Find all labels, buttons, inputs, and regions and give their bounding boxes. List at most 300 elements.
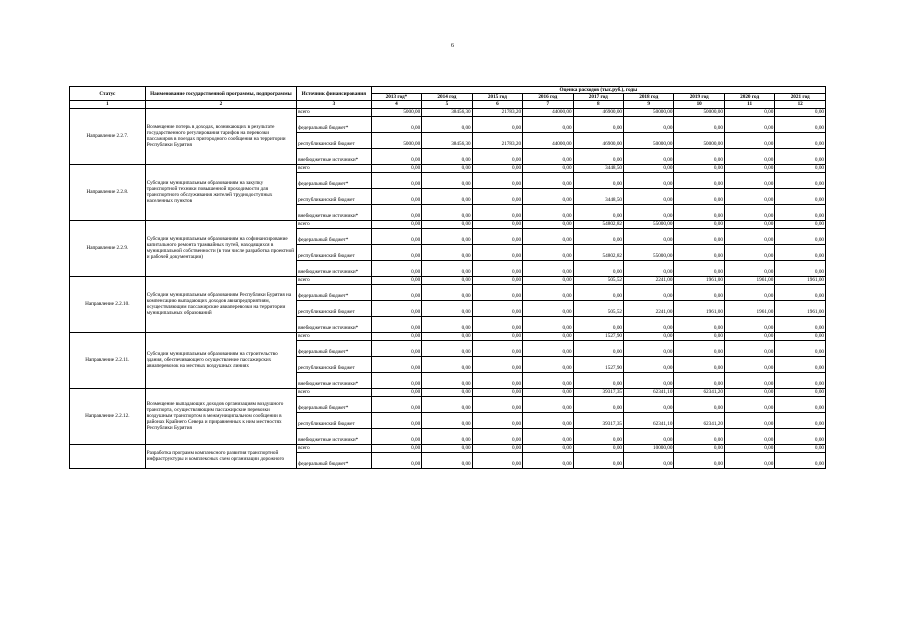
column-number: 2: [145, 101, 296, 108]
amount-cell: 0,00: [371, 172, 421, 188]
amount-cell: 0,00: [422, 332, 472, 340]
amount-cell: 54802,82: [573, 244, 623, 260]
amount-cell: 50000,00: [674, 108, 724, 116]
amount-cell: 0,00: [775, 444, 826, 452]
amount-cell: 0,00: [472, 340, 522, 356]
amount-cell: 0,00: [523, 332, 573, 340]
amount-cell: 0,00: [573, 444, 623, 452]
amount-cell: 0,00: [422, 412, 472, 428]
amount-cell: 0,00: [674, 204, 724, 220]
funding-source: всего: [297, 108, 372, 116]
program-name: Возмещение потерь в доходах, возникающих в результате государственного регулирования тарифов на перевозки пассажиров в поездах пригородного сообщения на территории Республики Бурятия: [145, 108, 296, 164]
amount-cell: 0,00: [371, 300, 421, 316]
direction-status: Направление 2.2.7.: [70, 108, 146, 164]
amount-cell: 0,00: [724, 452, 774, 468]
amount-cell: 0,00: [371, 228, 421, 244]
amount-cell: 0,00: [674, 116, 724, 132]
amount-cell: 0,00: [371, 412, 421, 428]
table-row: [70, 444, 826, 452]
amount-cell: 0,00: [674, 172, 724, 188]
amount-cell: 0,00: [573, 372, 623, 388]
amount-cell: 0,00: [422, 204, 472, 220]
amount-cell: 0,00: [724, 444, 774, 452]
amount-cell: 0,00: [624, 260, 674, 276]
amount-cell: 0,00: [724, 172, 774, 188]
table-row: [70, 332, 826, 340]
amount-cell: 0,00: [624, 284, 674, 300]
table-row: [70, 388, 826, 396]
amount-cell: 0,00: [775, 452, 826, 468]
amount-cell: 0,00: [371, 372, 421, 388]
amount-cell: 0,00: [624, 428, 674, 444]
amount-cell: 0,00: [523, 284, 573, 300]
header-row: [70, 87, 826, 94]
table-row: [70, 220, 826, 228]
amount-cell: 0,00: [523, 428, 573, 444]
amount-cell: 0,00: [775, 412, 826, 428]
funding-source: республиканский бюджет: [297, 244, 372, 260]
amount-cell: 55000,00: [624, 244, 674, 260]
program-name: Субсидии муниципальным образованиям на закупку транспортной техники повышенной проходимости для транспортного обслуживания жителей труднодоступных населенных пунктов: [145, 164, 296, 220]
amount-cell: 0,00: [523, 316, 573, 332]
amount-cell: 0,00: [674, 220, 724, 228]
amount-cell: 0,00: [573, 340, 623, 356]
column-number: 1: [70, 101, 146, 108]
direction-status: Направление 2.2.11.: [70, 332, 146, 388]
amount-cell: 0,00: [624, 148, 674, 164]
funding-source: всего: [297, 332, 372, 340]
amount-cell: 0,00: [624, 396, 674, 412]
amount-cell: 0,00: [371, 164, 421, 172]
funding-source: федеральный бюджет*: [297, 172, 372, 188]
amount-cell: 0,00: [573, 148, 623, 164]
header-program: Наименование государственной программы, подпрограммы: [145, 87, 296, 101]
amount-cell: 2241,00: [624, 300, 674, 316]
amount-cell: 0,00: [523, 340, 573, 356]
program-name: Возмещение выпадающих доходов организациям воздушного транспорта, осуществляющим пассажирские перевозки воздушным транспортом в межмуниципальном сообщении в районах Крайнего Севера и приравненных к ним местностях Республики Бурятия: [145, 388, 296, 444]
amount-cell: 0,00: [674, 356, 724, 372]
direction-status: Направление 2.2.12.: [70, 388, 146, 444]
amount-cell: 44000,00: [523, 108, 573, 116]
amount-cell: 0,00: [674, 396, 724, 412]
amount-cell: 0,00: [775, 228, 826, 244]
funding-source: внебюджетные источники*: [297, 204, 372, 220]
amount-cell: 0,00: [371, 220, 421, 228]
amount-cell: 0,00: [775, 332, 826, 340]
table-row: [70, 276, 826, 284]
year-header: 2017 год: [573, 94, 623, 101]
amount-cell: 0,00: [775, 244, 826, 260]
amount-cell: 0,00: [775, 396, 826, 412]
amount-cell: 0,00: [724, 412, 774, 428]
amount-cell: 1961,00: [674, 300, 724, 316]
amount-cell: 0,00: [472, 412, 522, 428]
amount-cell: 0,00: [523, 396, 573, 412]
column-number: 12: [775, 101, 826, 108]
header-status: Статус: [70, 87, 146, 101]
amount-cell: 0,00: [674, 148, 724, 164]
amount-cell: 0,00: [724, 164, 774, 172]
amount-cell: 0,00: [422, 260, 472, 276]
amount-cell: 0,00: [573, 116, 623, 132]
amount-cell: 0,00: [422, 148, 472, 164]
amount-cell: 0,00: [624, 316, 674, 332]
amount-cell: 505,52: [573, 300, 623, 316]
amount-cell: 0,00: [523, 204, 573, 220]
amount-cell: 0,00: [371, 148, 421, 164]
amount-cell: 0,00: [422, 164, 472, 172]
amount-cell: 0,00: [523, 356, 573, 372]
amount-cell: 3448,50: [573, 188, 623, 204]
funding-source: всего: [297, 276, 372, 284]
amount-cell: 0,00: [371, 356, 421, 372]
amount-cell: 0,00: [573, 284, 623, 300]
column-number: 5: [422, 101, 472, 108]
amount-cell: 0,00: [674, 228, 724, 244]
amount-cell: 62341,10: [624, 412, 674, 428]
amount-cell: 0,00: [573, 452, 623, 468]
amount-cell: 0,00: [422, 388, 472, 396]
direction-status: Направление 2.2.8.: [70, 164, 146, 220]
amount-cell: 0,00: [624, 204, 674, 220]
amount-cell: 0,00: [371, 276, 421, 284]
amount-cell: 0,00: [472, 116, 522, 132]
amount-cell: 0,00: [674, 428, 724, 444]
amount-cell: 0,00: [674, 452, 724, 468]
year-header: 2021 год: [775, 94, 826, 101]
amount-cell: 0,00: [523, 372, 573, 388]
amount-cell: 0,00: [472, 172, 522, 188]
year-header: 2013 год*: [371, 94, 421, 101]
funding-source: всего: [297, 164, 372, 172]
amount-cell: 3448,50: [573, 164, 623, 172]
amount-cell: 5000,00: [371, 132, 421, 148]
amount-cell: 0,00: [724, 220, 774, 228]
amount-cell: 0,00: [422, 316, 472, 332]
program-name: Субсидии муниципальным образованиям на софинансирование капитального ремонта трамвайных путей, находящихся в муниципальной собственности (в том числе разработка проектной и рабочей документации): [145, 220, 296, 276]
amount-cell: 21783,20: [472, 108, 522, 116]
funding-source: федеральный бюджет*: [297, 116, 372, 132]
amount-cell: 0,00: [724, 148, 774, 164]
amount-cell: 0,00: [472, 452, 522, 468]
amount-cell: 0,00: [523, 412, 573, 428]
page-number: 6: [451, 43, 454, 49]
funding-source: республиканский бюджет: [297, 132, 372, 148]
amount-cell: 0,00: [472, 356, 522, 372]
amount-cell: 1961,00: [775, 300, 826, 316]
year-header: 2018 год: [624, 94, 674, 101]
amount-cell: 0,00: [523, 172, 573, 188]
amount-cell: 0,00: [523, 116, 573, 132]
amount-cell: 0,00: [775, 260, 826, 276]
amount-cell: 0,00: [472, 396, 522, 412]
amount-cell: 0,00: [472, 204, 522, 220]
amount-cell: 0,00: [724, 332, 774, 340]
amount-cell: 0,00: [573, 428, 623, 444]
amount-cell: 0,00: [624, 164, 674, 172]
amount-cell: 0,00: [724, 396, 774, 412]
amount-cell: 0,00: [472, 444, 522, 452]
amount-cell: 0,00: [371, 396, 421, 412]
year-header: 2020 год: [724, 94, 774, 101]
amount-cell: 0,00: [775, 204, 826, 220]
amount-cell: 0,00: [523, 148, 573, 164]
column-number: 8: [573, 101, 623, 108]
funding-source: федеральный бюджет*: [297, 396, 372, 412]
amount-cell: 0,00: [573, 204, 623, 220]
amount-cell: 0,00: [775, 316, 826, 332]
amount-cell: 39317,35: [573, 412, 623, 428]
funding-source: всего: [297, 388, 372, 396]
funding-source: внебюджетные источники*: [297, 428, 372, 444]
amount-cell: 0,00: [523, 388, 573, 396]
column-numbers-row: [70, 101, 826, 108]
direction-status: [70, 444, 146, 468]
funding-source: внебюджетные источники*: [297, 372, 372, 388]
amount-cell: 0,00: [523, 276, 573, 284]
amount-cell: 0,00: [523, 300, 573, 316]
header-estimate: Оценка расходов (тыс.руб.), годы: [371, 87, 825, 94]
amount-cell: 0,00: [422, 300, 472, 316]
amount-cell: 0,00: [371, 284, 421, 300]
column-number: 11: [724, 101, 774, 108]
amount-cell: 0,00: [775, 188, 826, 204]
funding-source: внебюджетные источники*: [297, 148, 372, 164]
amount-cell: 0,00: [724, 284, 774, 300]
amount-cell: 0,00: [472, 428, 522, 444]
amount-cell: 38456,30: [422, 108, 472, 116]
amount-cell: 0,00: [422, 444, 472, 452]
amount-cell: 0,00: [422, 244, 472, 260]
amount-cell: 1961,00: [724, 276, 774, 284]
amount-cell: 0,00: [775, 356, 826, 372]
amount-cell: 0,00: [724, 188, 774, 204]
funding-source: всего: [297, 444, 372, 452]
amount-cell: 0,00: [472, 188, 522, 204]
amount-cell: 0,00: [724, 116, 774, 132]
amount-cell: 1527,90: [573, 356, 623, 372]
amount-cell: 1961,00: [775, 276, 826, 284]
funding-source: внебюджетные источники*: [297, 260, 372, 276]
amount-cell: 62341,20: [674, 388, 724, 396]
amount-cell: 0,00: [523, 452, 573, 468]
amount-cell: 0,00: [422, 452, 472, 468]
amount-cell: 0,00: [724, 260, 774, 276]
amount-cell: 0,00: [674, 444, 724, 452]
amount-cell: 0,00: [724, 108, 774, 116]
amount-cell: 0,00: [775, 340, 826, 356]
amount-cell: 0,00: [775, 372, 826, 388]
program-name: Субсидии муниципальным образованиям Республики Бурятия на компенсацию выпадающих доходов авиапредприятиям, осуществляющим пассажирские авиаперевозки на территории муниципальных образований: [145, 276, 296, 332]
amount-cell: 0,00: [371, 428, 421, 444]
amount-cell: 0,00: [724, 428, 774, 444]
amount-cell: 39317,35: [573, 388, 623, 396]
amount-cell: 0,00: [624, 116, 674, 132]
amount-cell: 0,00: [724, 372, 774, 388]
amount-cell: 1961,00: [674, 276, 724, 284]
column-number: 6: [472, 101, 522, 108]
amount-cell: 50000,00: [624, 132, 674, 148]
year-header: 2015 год: [472, 94, 522, 101]
amount-cell: 0,00: [371, 244, 421, 260]
year-header: 2019 год: [674, 94, 724, 101]
amount-cell: 0,00: [775, 428, 826, 444]
amount-cell: 0,00: [472, 260, 522, 276]
amount-cell: 0,00: [674, 332, 724, 340]
table-body: [70, 108, 826, 468]
amount-cell: 21783,20: [472, 132, 522, 148]
table-row: [70, 108, 826, 116]
amount-cell: 0,00: [422, 228, 472, 244]
table-row: [70, 164, 826, 172]
funding-source: республиканский бюджет: [297, 188, 372, 204]
amount-cell: 0,00: [724, 244, 774, 260]
amount-cell: 0,00: [472, 284, 522, 300]
amount-cell: 1961,00: [724, 300, 774, 316]
amount-cell: 0,00: [674, 340, 724, 356]
amount-cell: 0,00: [775, 116, 826, 132]
amount-cell: 0,00: [624, 188, 674, 204]
amount-cell: 0,00: [371, 388, 421, 396]
funding-source: федеральный бюджет*: [297, 340, 372, 356]
amount-cell: 0,00: [472, 228, 522, 244]
amount-cell: 0,00: [472, 332, 522, 340]
amount-cell: 0,00: [674, 244, 724, 260]
program-name: Субсидии муниципальным образованиям на строительство здания, обеспечивающего осуществление пассажирских авиаперевозок на местных воздушных линиях: [145, 332, 296, 388]
amount-cell: 44000,00: [523, 132, 573, 148]
amount-cell: 0,00: [573, 316, 623, 332]
funding-source: республиканский бюджет: [297, 300, 372, 316]
amount-cell: 0,00: [472, 316, 522, 332]
amount-cell: 46900,00: [573, 132, 623, 148]
amount-cell: 50000,00: [624, 108, 674, 116]
amount-cell: 0,00: [371, 260, 421, 276]
column-number: 4: [371, 101, 421, 108]
funding-source: федеральный бюджет*: [297, 452, 372, 468]
amount-cell: 0,00: [422, 116, 472, 132]
amount-cell: 5000,00: [371, 108, 421, 116]
column-number: 3: [297, 101, 372, 108]
amount-cell: 0,00: [422, 340, 472, 356]
funding-source: внебюджетные источники*: [297, 316, 372, 332]
amount-cell: 0,00: [371, 452, 421, 468]
amount-cell: 0,00: [371, 332, 421, 340]
amount-cell: 62341,20: [674, 412, 724, 428]
amount-cell: 0,00: [422, 188, 472, 204]
funding-source: республиканский бюджет: [297, 412, 372, 428]
amount-cell: 0,00: [775, 164, 826, 172]
amount-cell: 0,00: [422, 356, 472, 372]
funding-source: федеральный бюджет*: [297, 228, 372, 244]
column-number: 7: [523, 101, 573, 108]
amount-cell: 0,00: [724, 132, 774, 148]
direction-status: Направление 2.2.9.: [70, 220, 146, 276]
amount-cell: 0,00: [371, 204, 421, 220]
amount-cell: 0,00: [472, 300, 522, 316]
amount-cell: 0,00: [624, 340, 674, 356]
amount-cell: 54802,82: [573, 220, 623, 228]
amount-cell: 0,00: [775, 388, 826, 396]
amount-cell: 0,00: [472, 372, 522, 388]
amount-cell: 0,00: [422, 284, 472, 300]
amount-cell: 2241,00: [624, 276, 674, 284]
amount-cell: 0,00: [422, 428, 472, 444]
amount-cell: 0,00: [422, 396, 472, 412]
amount-cell: 505,52: [573, 276, 623, 284]
amount-cell: 0,00: [724, 356, 774, 372]
budget-table: [69, 86, 826, 469]
funding-source: всего: [297, 220, 372, 228]
column-number: 10: [674, 101, 724, 108]
program-name: Разработка программ комплексного развития транспортной инфраструктуры и комплексных схем организации дорожного: [145, 444, 296, 468]
amount-cell: 0,00: [573, 260, 623, 276]
amount-cell: 0,00: [624, 172, 674, 188]
amount-cell: 0,00: [472, 276, 522, 284]
amount-cell: 0,00: [472, 148, 522, 164]
amount-cell: 0,00: [775, 108, 826, 116]
amount-cell: 0,00: [724, 388, 774, 396]
amount-cell: 50000,00: [674, 132, 724, 148]
header-source: Источник финансирования: [297, 87, 372, 101]
amount-cell: 0,00: [624, 228, 674, 244]
amount-cell: 55000,00: [624, 220, 674, 228]
amount-cell: 0,00: [472, 164, 522, 172]
amount-cell: 46900,00: [573, 108, 623, 116]
amount-cell: 0,00: [674, 188, 724, 204]
amount-cell: 0,00: [775, 172, 826, 188]
amount-cell: 10000,00: [624, 444, 674, 452]
amount-cell: 0,00: [724, 340, 774, 356]
amount-cell: 0,00: [523, 260, 573, 276]
amount-cell: 0,00: [624, 372, 674, 388]
amount-cell: 0,00: [472, 388, 522, 396]
amount-cell: 0,00: [724, 316, 774, 332]
amount-cell: 62341,10: [624, 388, 674, 396]
amount-cell: 0,00: [523, 164, 573, 172]
amount-cell: 0,00: [674, 316, 724, 332]
amount-cell: 0,00: [472, 244, 522, 260]
amount-cell: 0,00: [371, 316, 421, 332]
year-header: 2016 год: [523, 94, 573, 101]
amount-cell: 0,00: [371, 444, 421, 452]
amount-cell: 0,00: [371, 116, 421, 132]
amount-cell: 0,00: [422, 172, 472, 188]
year-header: 2014 год: [422, 94, 472, 101]
amount-cell: 0,00: [724, 228, 774, 244]
amount-cell: 0,00: [422, 220, 472, 228]
amount-cell: 0,00: [472, 220, 522, 228]
funding-source: республиканский бюджет: [297, 356, 372, 372]
amount-cell: 0,00: [674, 260, 724, 276]
amount-cell: 0,00: [422, 276, 472, 284]
amount-cell: 0,00: [523, 244, 573, 260]
amount-cell: 0,00: [775, 148, 826, 164]
amount-cell: 0,00: [422, 372, 472, 388]
amount-cell: 0,00: [523, 228, 573, 244]
funding-source: федеральный бюджет*: [297, 284, 372, 300]
amount-cell: 38456,30: [422, 132, 472, 148]
amount-cell: 0,00: [573, 172, 623, 188]
amount-cell: 0,00: [624, 332, 674, 340]
amount-cell: 0,00: [573, 396, 623, 412]
amount-cell: 0,00: [371, 340, 421, 356]
amount-cell: 0,00: [674, 372, 724, 388]
amount-cell: 0,00: [674, 164, 724, 172]
amount-cell: 1527,90: [573, 332, 623, 340]
amount-cell: 0,00: [724, 204, 774, 220]
column-number: 9: [624, 101, 674, 108]
amount-cell: 0,00: [775, 132, 826, 148]
